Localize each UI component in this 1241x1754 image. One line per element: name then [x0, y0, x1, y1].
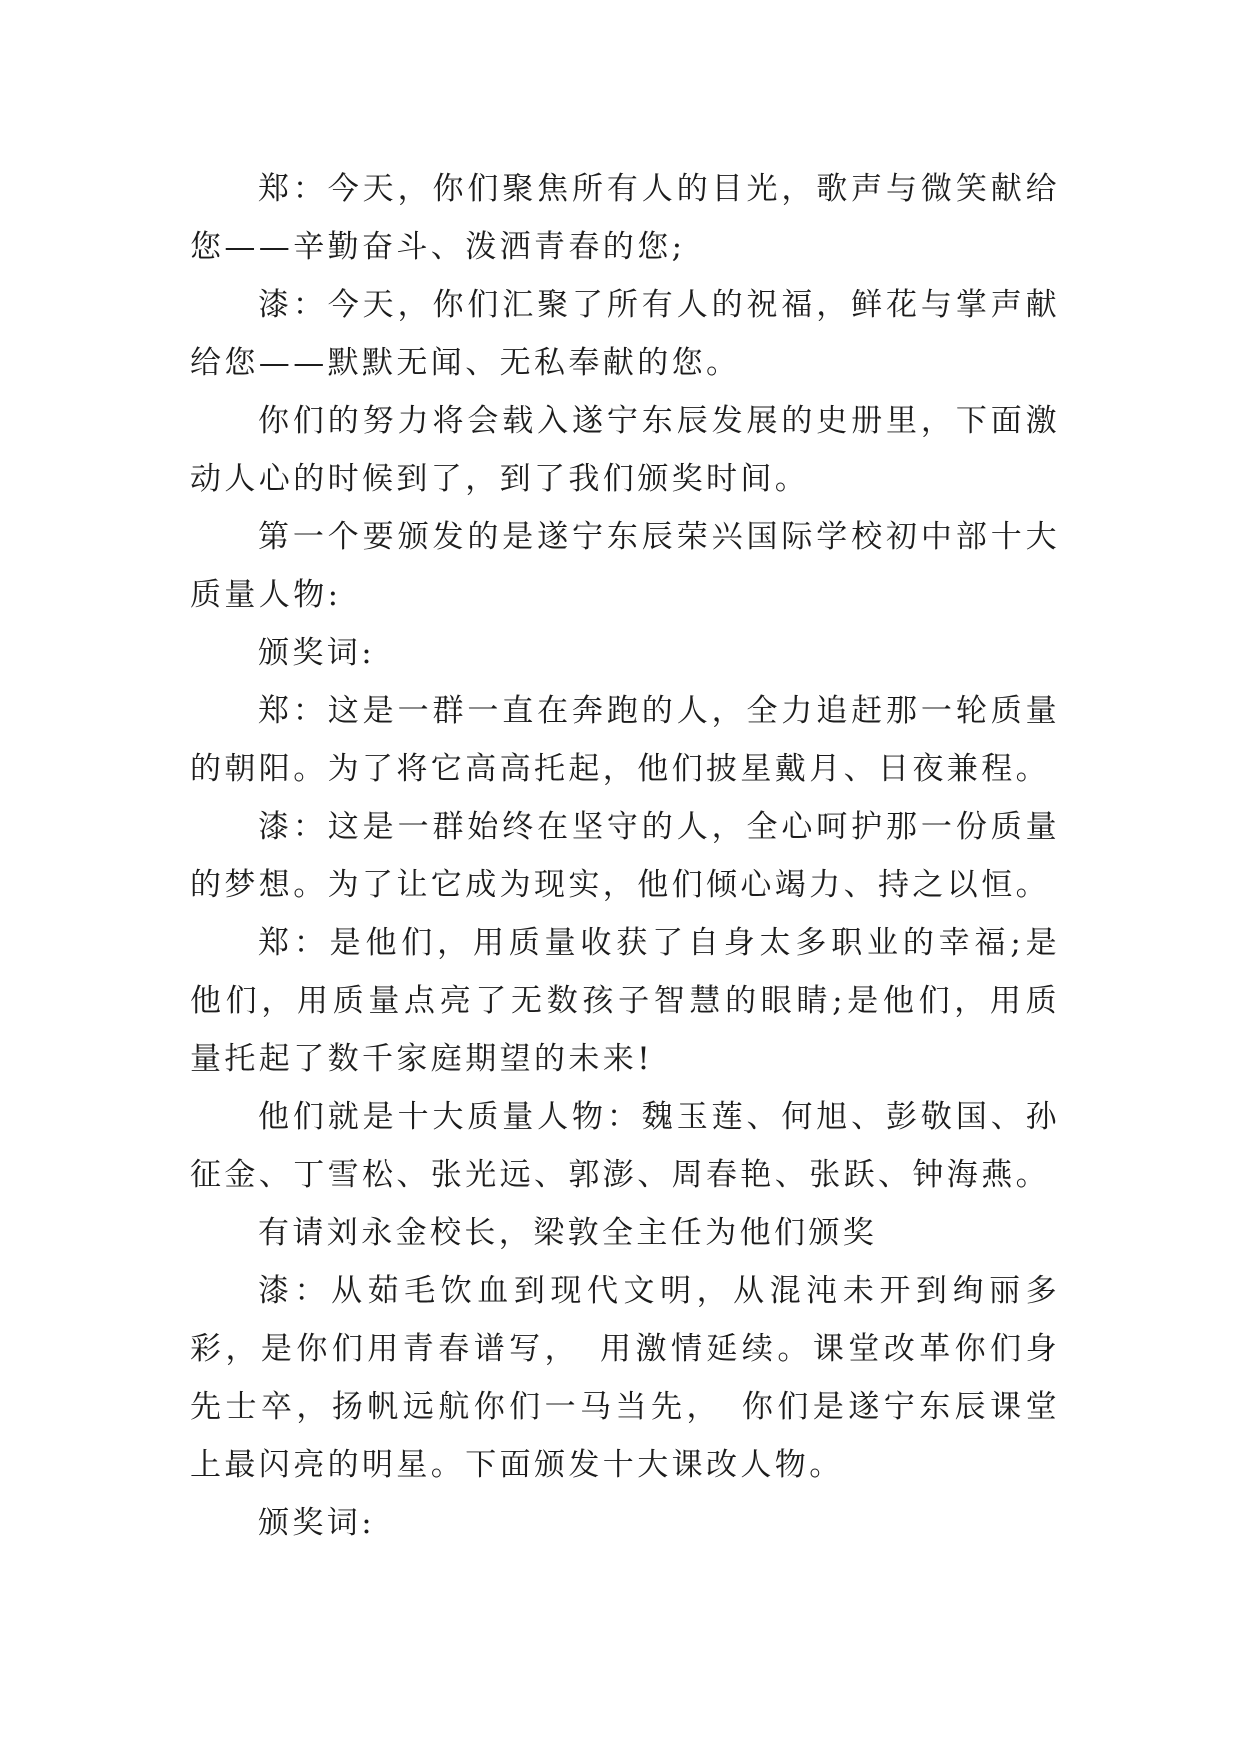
paragraph: 他们就是十大质量人物：魏玉莲、何旭、彭敬国、孙征金、丁雪松、张光远、郭澎、周春艳、张跃、钟海燕。	[190, 1099, 1060, 1193]
paragraph: 颁奖词:	[258, 635, 376, 671]
paragraph: 颁奖词:	[258, 1505, 376, 1541]
paragraph: 漆：今天，你们汇聚了所有人的祝福，鲜花与掌声献给您——默默无闻、无私奉献的您。	[190, 287, 1060, 381]
paragraph: 漆：从茹毛饮血到现代文明，从混沌未开到绚丽多彩，是你们用青春谱写， 用激情延续。课堂改革你们身先士卒，扬帆远航你们一马当先， 你们是遂宁东辰课堂上最闪亮的明星。下面颁发十大课改人物。	[190, 1273, 1060, 1483]
paragraph: 有请刘永金校长，梁敦全主任为他们颁奖	[258, 1215, 878, 1251]
document-body	[190, 160, 1060, 1552]
paragraph: 漆：这是一群始终在坚守的人，全心呵护那一份质量的梦想。为了让它成为现实，他们倾心竭力、持之以恒。	[190, 809, 1060, 903]
paragraph: 第一个要颁发的是遂宁东辰荣兴国际学校初中部十大质量人物:	[190, 519, 1060, 613]
paragraph: 你们的努力将会载入遂宁东辰发展的史册里，下面激动人心的时候到了，到了我们颁奖时间。	[190, 403, 1060, 497]
paragraph: 郑：是他们，用质量收获了自身太多职业的幸福;是他们，用质量点亮了无数孩子智慧的眼睛;是他们，用质量托起了数千家庭期望的未来!	[190, 925, 1060, 1077]
paragraph: 郑：今天，你们聚焦所有人的目光，歌声与微笑献给您——辛勤奋斗、泼洒青春的您;	[190, 171, 1060, 265]
paragraph: 郑：这是一群一直在奔跑的人，全力追赶那一轮质量的朝阳。为了将它高高托起，他们披星戴月、日夜兼程。	[190, 693, 1060, 787]
